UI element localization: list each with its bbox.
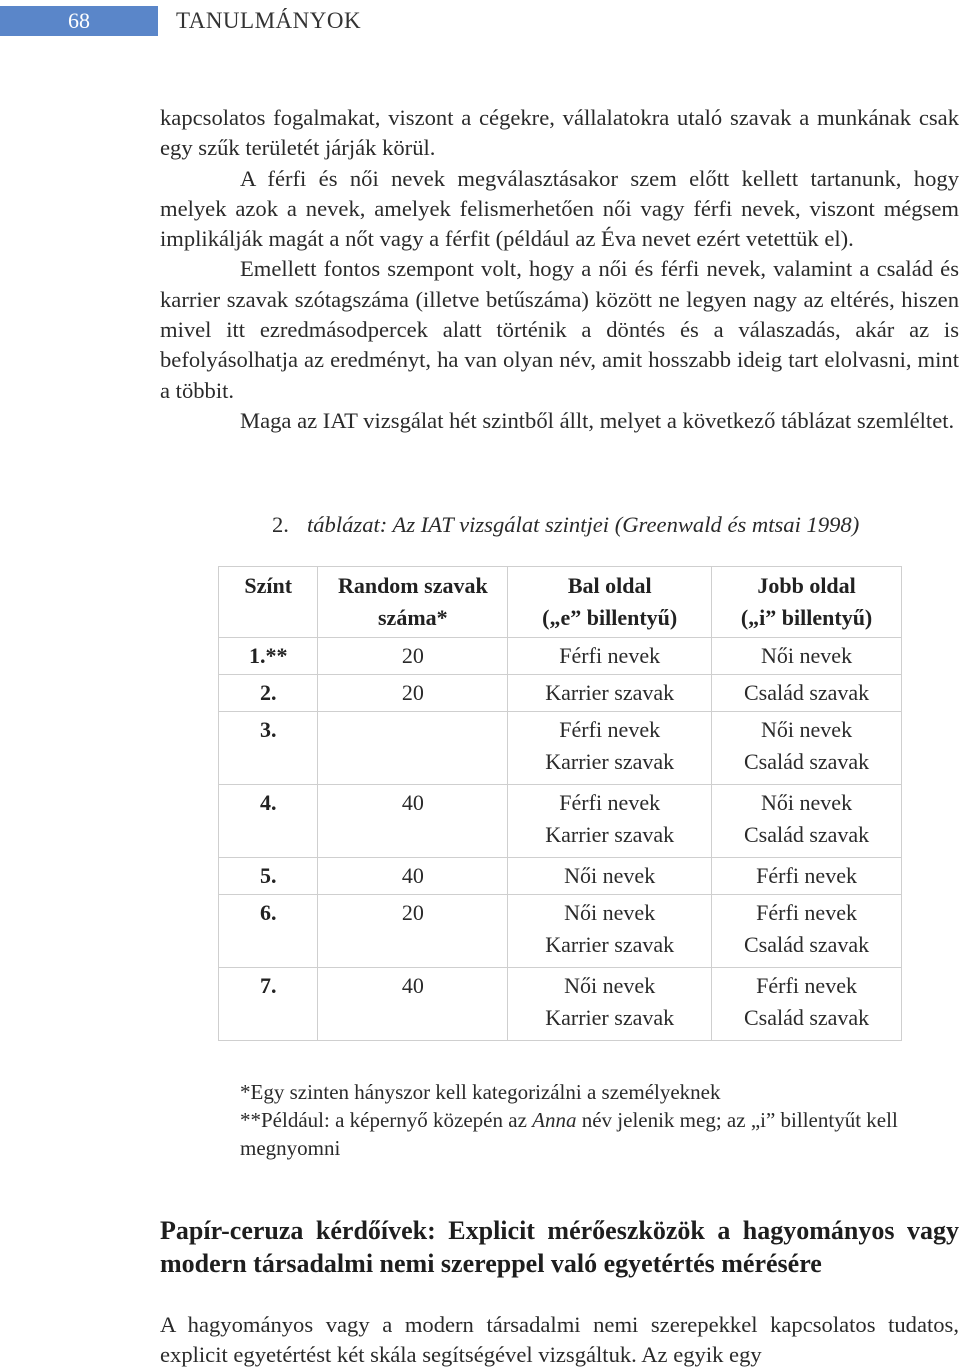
cell-right: Női nevek — [712, 638, 902, 675]
table-row — [219, 785, 902, 858]
paragraph-name-selection: A férfi és női nevek megválasztásakor szem előtt kellett tartanunk, hogy melyek azok a nevek, amelyek felismerhetően női vagy férfi nevek, viszont mégsem implikálják magát a nőt vagy a férfit (például az Éva nevet ezért vetettük el). — [160, 165, 959, 252]
table-caption — [272, 510, 859, 540]
page-number: 68 — [68, 8, 90, 33]
table-row — [219, 712, 902, 785]
cell-level: 2. — [219, 675, 318, 712]
header-left-side: Bal oldal („e” billentyű) — [508, 567, 712, 638]
cell-right: Férfi nevek Család szavak — [712, 895, 902, 968]
cell-level: 4. — [219, 785, 318, 858]
cell-right: Férfi nevek Család szavak — [712, 968, 902, 1041]
cell-right: Női nevek Család szavak — [712, 712, 902, 785]
running-header-title: TANULMÁNYOK — [176, 8, 362, 33]
table-row — [219, 638, 902, 675]
header-random-words: Random szavak száma* — [318, 567, 508, 638]
cell-count: 40 — [318, 968, 508, 1041]
cell-left: Férfi nevek Karrier szavak — [508, 785, 712, 858]
table-row — [219, 675, 902, 712]
cell-count: 20 — [318, 895, 508, 968]
table-caption-title: táblázat: Az IAT vizsgálat szintjei (Greenwald és mtsai 1998) — [306, 512, 860, 537]
table-row — [219, 968, 902, 1041]
section-heading: Papír-ceruza kérdőívek: Explicit mérőeszközök a hagyományos vagy modern társadalmi nemi szereppel való egyetértés mérésére — [160, 1216, 959, 1278]
cell-right: Család szavak — [712, 675, 902, 712]
body-text-block-2 — [160, 1310, 959, 1371]
cell-count — [318, 712, 508, 785]
cell-left: Karrier szavak — [508, 675, 712, 712]
paragraph-continuation: kapcsolatos fogalmakat, viszont a cégekre, vállalatokra utaló szavak a munkának csak egy szűk területét járják körül. — [160, 105, 959, 161]
table-caption-number: 2. — [272, 512, 289, 537]
table-row — [219, 858, 902, 895]
cell-level: 5. — [219, 858, 318, 895]
cell-right: Férfi nevek — [712, 858, 902, 895]
paragraph-syllable-count: Emellett fontos szempont volt, hogy a női és férfi nevek, valamint a család és karrier szavak szótagszáma (illetve betűszáma) között ne legyen nagy az eltérés, hiszen mivel itt ezredmásodpercek alatt történik a döntés és a válaszadás, akár az is befolyásolhatja az eredményt, ha van olyan név, amit hosszabb ideig tart elolvasni, mint a többit. — [160, 256, 959, 403]
header-level: Színt — [219, 567, 318, 638]
cell-left: Férfi nevek Karrier szavak — [508, 712, 712, 785]
cell-level: 6. — [219, 895, 318, 968]
cell-count: 20 — [318, 675, 508, 712]
table-footnotes — [240, 1078, 960, 1162]
paragraph-iat-levels-intro: Maga az IAT vizsgálat hét szintből állt, melyet a következő táblázat szemléltet. — [240, 407, 955, 433]
example-name: Anna — [532, 1108, 577, 1132]
paragraph-explicit-scales: A hagyományos vagy a modern társadalmi nemi szerepekkel kapcsolatos tudatos, explicit egyetértést két skála segítségével vizsgáltuk. Az egyik egy — [160, 1312, 959, 1368]
header-right-side: Jobb oldal („i” billentyű) — [712, 567, 902, 638]
cell-level: 3. — [219, 712, 318, 785]
cell-level: 1.** — [219, 638, 318, 675]
cell-left: Női nevek Karrier szavak — [508, 968, 712, 1041]
body-text-block — [160, 103, 959, 436]
cell-left: Női nevek Karrier szavak — [508, 895, 712, 968]
table-header-row — [219, 567, 902, 638]
cell-count: 40 — [318, 785, 508, 858]
cell-count: 20 — [318, 638, 508, 675]
cell-right: Női nevek Család szavak — [712, 785, 902, 858]
cell-left: Férfi nevek — [508, 638, 712, 675]
cell-level: 7. — [219, 968, 318, 1041]
footnote-asterisk: *Egy szinten hányszor kell kategorizálni a személyeknek — [240, 1080, 721, 1104]
iat-levels-table — [218, 566, 902, 1041]
cell-left: Női nevek — [508, 858, 712, 895]
footnote-double-asterisk: **Például: a képernyő közepén az Anna név jelenik meg; az „i” billentyűt kell megnyomni — [240, 1108, 898, 1160]
table-row — [219, 895, 902, 968]
cell-count: 40 — [318, 858, 508, 895]
